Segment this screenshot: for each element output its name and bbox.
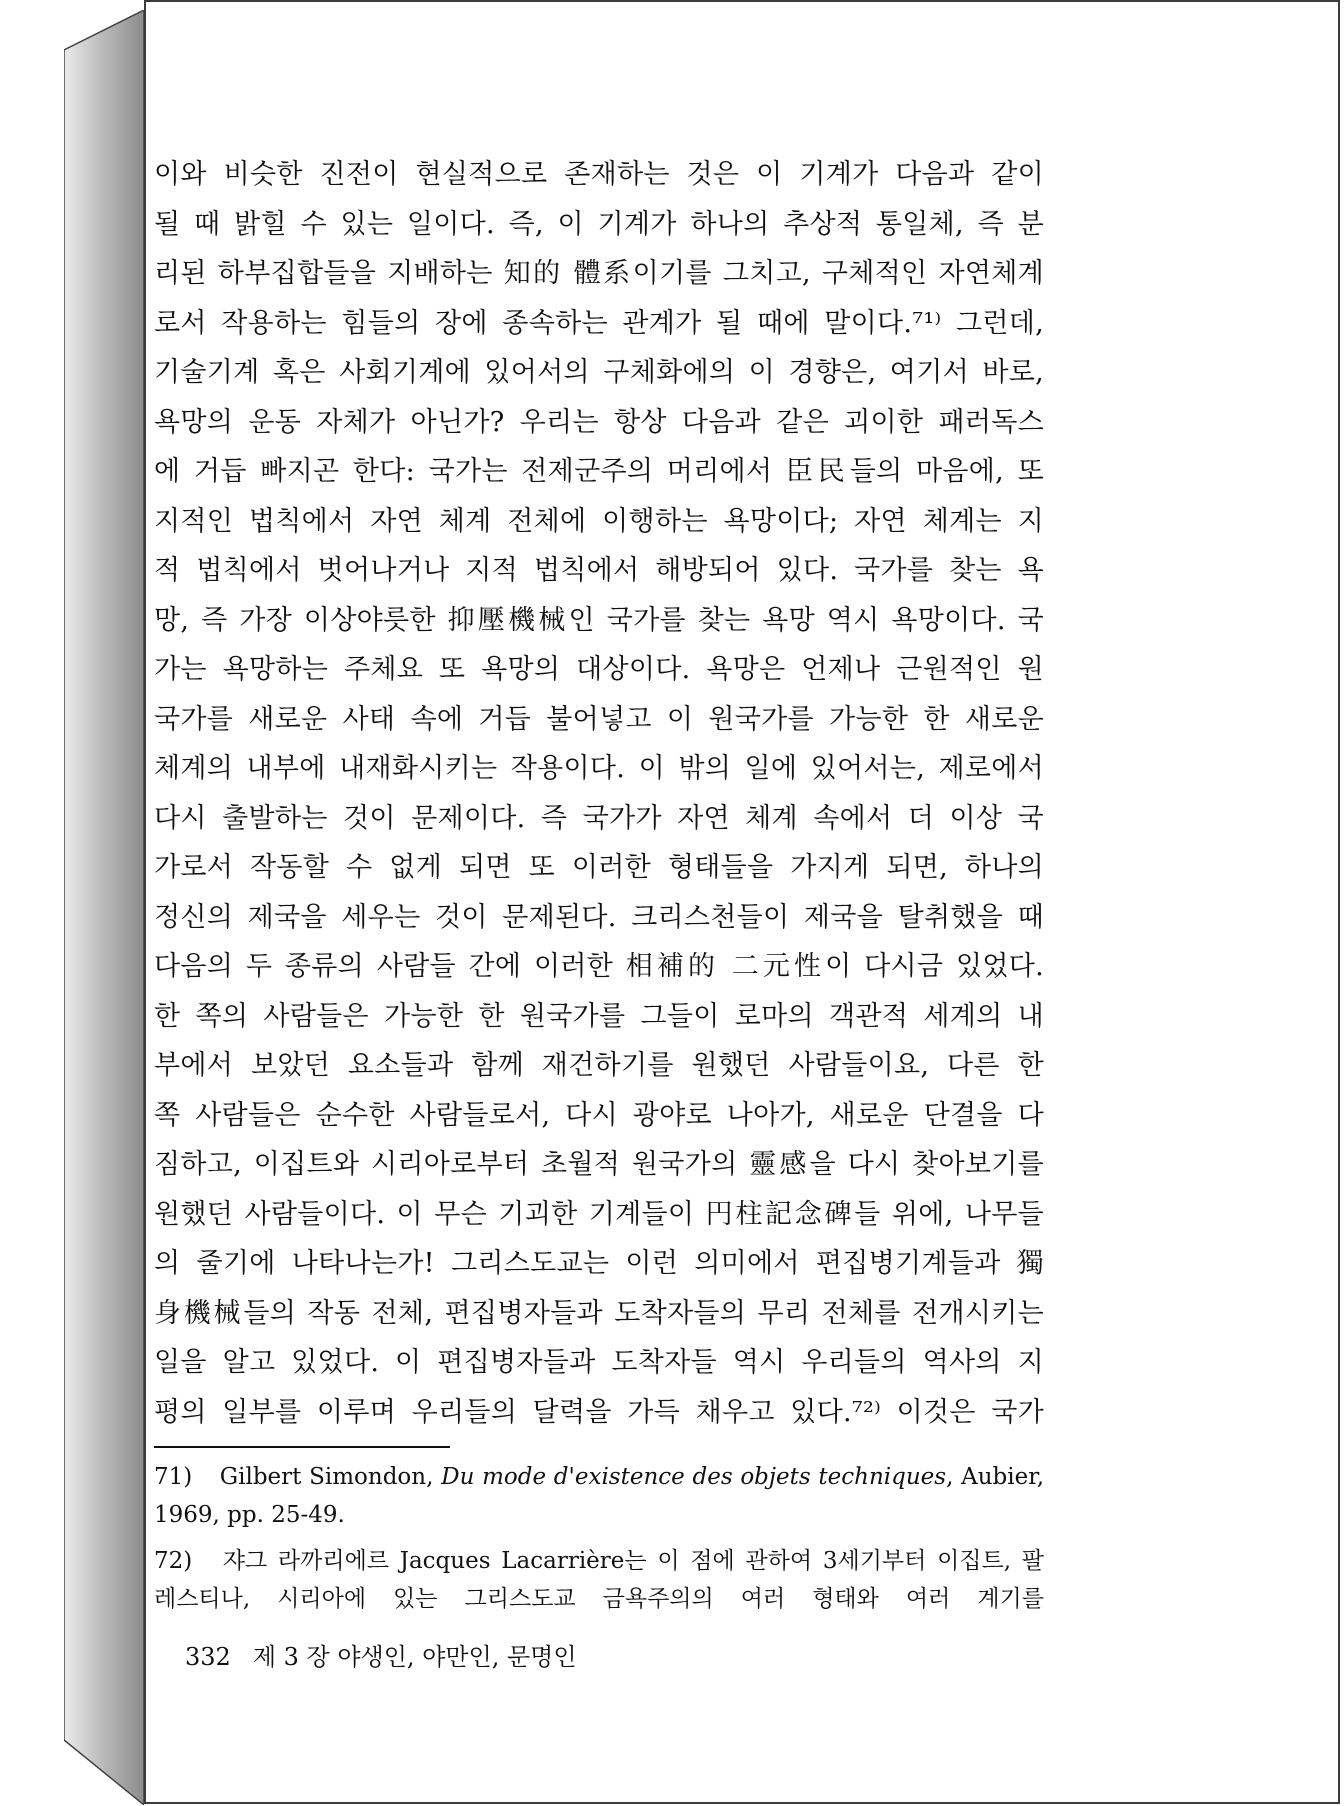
body-line: 한 쪽의 사람들은 가능한 한 원국가를 그들이 로마의 객관적 세계의 내 bbox=[154, 1000, 1044, 1032]
body-line: 평의 일부를 이루며 우리들의 달력을 가득 채우고 있다.⁷²⁾ 이것은 국가 bbox=[154, 1396, 1044, 1428]
body-line: 가로서 작동할 수 없게 되면 또 이러한 형태들을 가지게 되면, 하나의 bbox=[154, 852, 1044, 883]
body-line: 부에서 보았던 요소들과 함께 재건하기를 원했던 사람들이요, 다른 한 bbox=[154, 1050, 1044, 1081]
body-line: 의 줄기에 나타나는가! 그리스도교는 이런 의미에서 편집병기계들과 獨 bbox=[154, 1248, 1044, 1279]
footnote-71 bbox=[154, 1458, 1044, 1534]
body-line: 체계의 내부에 내재화시키는 작용이다. 이 밖의 일에 있어서는, 제로에서 bbox=[154, 753, 1044, 784]
body-line: 원했던 사람들이다. 이 무슨 기괴한 기계들이 円柱記念碑들 위에, 나무들 bbox=[154, 1198, 1044, 1230]
footnote-71-cont: 1969, pp. 25-49. bbox=[154, 1502, 345, 1528]
body-line: 쪽 사람들은 순수한 사람들로서, 다시 광야로 나아가, 새로운 단결을 다 bbox=[154, 1099, 1044, 1131]
body-line: 지적인 법칙에서 자연 체계 전체에 이행하는 욕망이다; 자연 체계는 지 bbox=[154, 505, 1044, 537]
body-line: 짐하고, 이집트와 시리아로부터 초월적 원국가의 靈感을 다시 찾아보기를 bbox=[154, 1149, 1044, 1180]
body-line: 리된 하부집합들을 지배하는 知的 體系이기를 그치고, 구체적인 자연체계 bbox=[154, 258, 1044, 289]
body-line: 정신의 제국을 세우는 것이 문제된다. 크리스천들이 제국을 탈취했을 때 bbox=[154, 901, 1044, 933]
body-line: 가는 욕망하는 주체요 또 욕망의 대상이다. 욕망은 언제나 근원적인 원 bbox=[154, 654, 1044, 685]
footnote-72-text: 쟈그 라까리에르 Jacques Lacarrière는 이 점에 관하여 3세기부터 이집트, 팔 bbox=[222, 1548, 1045, 1574]
footnote-72 bbox=[154, 1542, 1044, 1618]
footnote-author: Gilbert Simondon, bbox=[219, 1464, 434, 1490]
footnote-title: Du mode d'existence des objets techniques bbox=[441, 1464, 947, 1490]
body-line: 망, 즉 가장 이상야릇한 抑壓機械인 국가를 찾는 욕망 역시 욕망이다. 국 bbox=[154, 604, 1044, 636]
body-line: 다음의 두 종류의 사람들 간에 이러한 相補的 二元性이 다시금 있었다. bbox=[154, 951, 1044, 982]
body-line: 일을 알고 있었다. 이 편집병자들과 도착자들 역시 우리들의 역사의 지 bbox=[154, 1347, 1044, 1378]
body-line: 身機械들의 작동 전체, 편집병자들과 도착자들의 무리 전체를 전개시키는 bbox=[154, 1297, 1044, 1329]
footnote-publisher: , Aubier, bbox=[946, 1464, 1045, 1490]
body-line: 국가를 새로운 사태 속에 거듭 불어넣고 이 원국가를 가능한 한 새로운 bbox=[154, 703, 1044, 735]
body-text bbox=[154, 150, 1044, 1437]
body-line: 에 거듭 빠지곤 한다: 국가는 전제군주의 머리에서 臣民들의 마음에, 또 bbox=[154, 456, 1044, 487]
footnote-72-cont: 레스티나, 시리아에 있는 그리스도교 금욕주의의 여러 형태와 여러 계기를 bbox=[154, 1586, 1044, 1612]
book-spine bbox=[64, 10, 144, 1805]
page-number: 332 bbox=[185, 1643, 231, 1671]
footnote-72-line bbox=[154, 1542, 1045, 1580]
page-footer bbox=[185, 1637, 577, 1672]
body-line: 로서 작용하는 힘들의 장에 종속하는 관계가 될 때에 말이다.⁷¹⁾ 그런데, bbox=[154, 307, 1044, 339]
body-line: 적 법칙에서 벗어나거나 지적 법칙에서 해방되어 있다. 국가를 찾는 욕 bbox=[154, 555, 1044, 586]
body-line: 될 때 밝힐 수 있는 일이다. 즉, 이 기계가 하나의 추상적 통일체, 즉 분 bbox=[154, 208, 1044, 240]
body-line: 욕망의 운동 자체가 아닌가? 우리는 항상 다음과 같은 괴이한 패러독스 bbox=[154, 406, 1044, 438]
body-line: 기술기계 혹은 사회기계에 있어서의 구체화에의 이 경향은, 여기서 바로, bbox=[154, 357, 1044, 388]
footnote-71-line bbox=[154, 1458, 1045, 1496]
footnotes bbox=[154, 1458, 1044, 1618]
footnote-number: 72) bbox=[154, 1548, 193, 1574]
body-line: 다시 출발하는 것이 문제이다. 즉 국가가 자연 체계 속에서 더 이상 국 bbox=[154, 802, 1044, 834]
footnote-number: 71) bbox=[154, 1464, 193, 1490]
chapter-title: 제 3 장 야생인, 야만인, 문명인 bbox=[252, 1643, 577, 1671]
body-line: 이와 비슷한 진전이 현실적으로 존재하는 것은 이 기계가 다음과 같이 bbox=[154, 159, 1044, 190]
footnote-divider bbox=[154, 1446, 450, 1448]
